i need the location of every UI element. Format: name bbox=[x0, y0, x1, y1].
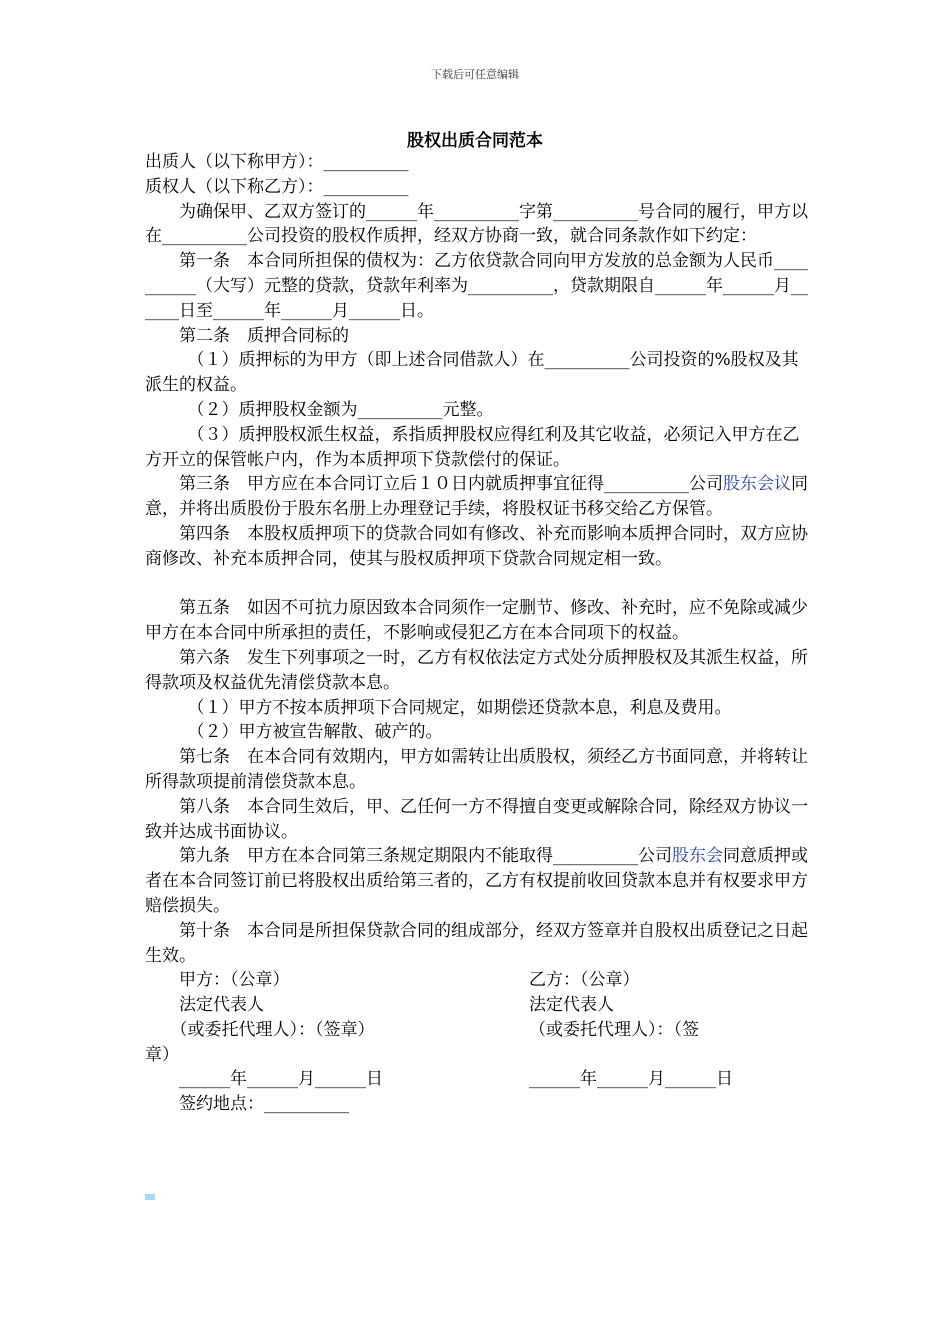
preamble: 为确保甲、乙双方签订的______年__________字第__________号合同的履行，甲方以在__________公司投资的股权作质押，经双方协商一致，就合同条款作如下约定： bbox=[145, 201, 808, 247]
signature-row-seal bbox=[145, 968, 810, 993]
article-6-heading: 第六条 发生下列事项之一时，乙方有权依法定方式处分质押股权及其派生权益，所得款项及权益优先清偿贷款本息。 bbox=[145, 647, 808, 693]
article-3 bbox=[145, 472, 810, 522]
article-2-heading: 第二条 质押合同标的 bbox=[179, 325, 349, 346]
pledgee-line: 质权人（以下称乙方）：__________ bbox=[145, 176, 409, 197]
party-a-seal: 甲方：（公章） bbox=[145, 970, 290, 991]
article-2-item-2: （２）质押股权金额为__________元整。 bbox=[187, 399, 494, 420]
party-b-date: ______年______月______日 bbox=[529, 1069, 733, 1090]
party-a-date: ______年______月______日 bbox=[145, 1069, 383, 1090]
shareholders-meeting-link[interactable]: 股东会议 bbox=[723, 474, 791, 495]
shareholders-board-link[interactable]: 股东会 bbox=[672, 846, 723, 867]
party-b-seal: 乙方：（公章） bbox=[529, 970, 640, 991]
article-8: 第八条 本合同生效后，甲、乙任何一方不得擅自变更或解除合同，除经双方协议一致并达成书面协议。 bbox=[145, 796, 808, 842]
article-9-text-before: 第九条 甲方在本合同第三条规定期限内不能取得__________公司 bbox=[179, 846, 672, 867]
signature-row-agent bbox=[145, 1018, 810, 1043]
signature-row-date bbox=[145, 1067, 810, 1092]
article-4: 第四条 本股权质押项下的贷款合同如有修改、补充而影响本质押合同时，双方应协商修改、补充本质押合同，使其与股权质押项下贷款合同规定相一致。 bbox=[145, 523, 808, 569]
pledgor-line: 出质人（以下称甲方）：__________ bbox=[145, 152, 409, 172]
party-a-agent: （或委托代理人）：（签章） bbox=[145, 1019, 375, 1040]
signing-place: 签约地点：__________ bbox=[179, 1094, 349, 1115]
contract-body bbox=[145, 150, 810, 1117]
article-5: 第五条 如因不可抗力原因致本合同须作一定删节、修改、补充时，应不免除或减少甲方在本合同中所承担的责任，不影响或侵犯乙方在本合同项下的权益。 bbox=[145, 598, 808, 644]
article-9-text-after: 同意质押或者在本合同签订前已将股权出质给第三者的，乙方有权提前收回贷款本息并有权要求甲方赔偿损失。 bbox=[145, 846, 808, 916]
article-6-item-2: （２）甲方被宣告解散、破产的。 bbox=[187, 722, 443, 743]
article-2-item-3: （３）质押股权派生权益，系指质押股权应得红利及其它收益，必须记入甲方在乙方开立的保管帐户内，作为本质押项下贷款偿付的保证。 bbox=[145, 424, 800, 470]
article-3-text-after: 同意，并将出质股份于股东名册上办理登记手续，将股权证书移交给乙方保管。 bbox=[145, 474, 808, 520]
party-a-rep: 法定代表人 bbox=[145, 995, 264, 1016]
signature-row-rep bbox=[145, 993, 810, 1018]
article-9 bbox=[145, 844, 810, 918]
party-b-agent: （或委托代理人）：（签 bbox=[529, 1019, 699, 1040]
header-note: 下载后可任意编辑 bbox=[431, 68, 519, 81]
party-b-rep: 法定代表人 bbox=[529, 995, 614, 1016]
article-10: 第十条 本合同是所担保贷款合同的组成部分，经双方签章并自股权出质登记之日起生效。 bbox=[145, 920, 808, 966]
page-marker bbox=[145, 1194, 155, 1200]
article-1: 第一条 本合同所担保的债权为：乙方依贷款合同向甲方发放的总金额为人民币__________（大写）元整的贷款，贷款年利率为__________，贷款期限自______年______月______日至______年______月______日。 bbox=[145, 251, 808, 321]
document-title: 股权出质合同范本 bbox=[407, 131, 543, 151]
party-a-agent-wrap: 章） bbox=[145, 1044, 179, 1065]
article-7: 第七条 在本合同有效期内，甲方如需转让出质股权，须经乙方书面同意，并将转让所得款项提前清偿贷款本息。 bbox=[145, 747, 808, 792]
blank-line bbox=[145, 572, 810, 597]
article-6-item-1: （１）甲方不按本质押项下合同规定，如期偿还贷款本息，利息及费用。 bbox=[187, 697, 732, 718]
article-2-item-1: （１）质押标的为甲方（即上述合同借款人）在__________公司投资的%股权及其派生的权益。 bbox=[145, 350, 799, 396]
article-3-text-before: 第三条 甲方应在本合同订立后１０日内就质押事宜征得__________公司 bbox=[179, 474, 723, 495]
